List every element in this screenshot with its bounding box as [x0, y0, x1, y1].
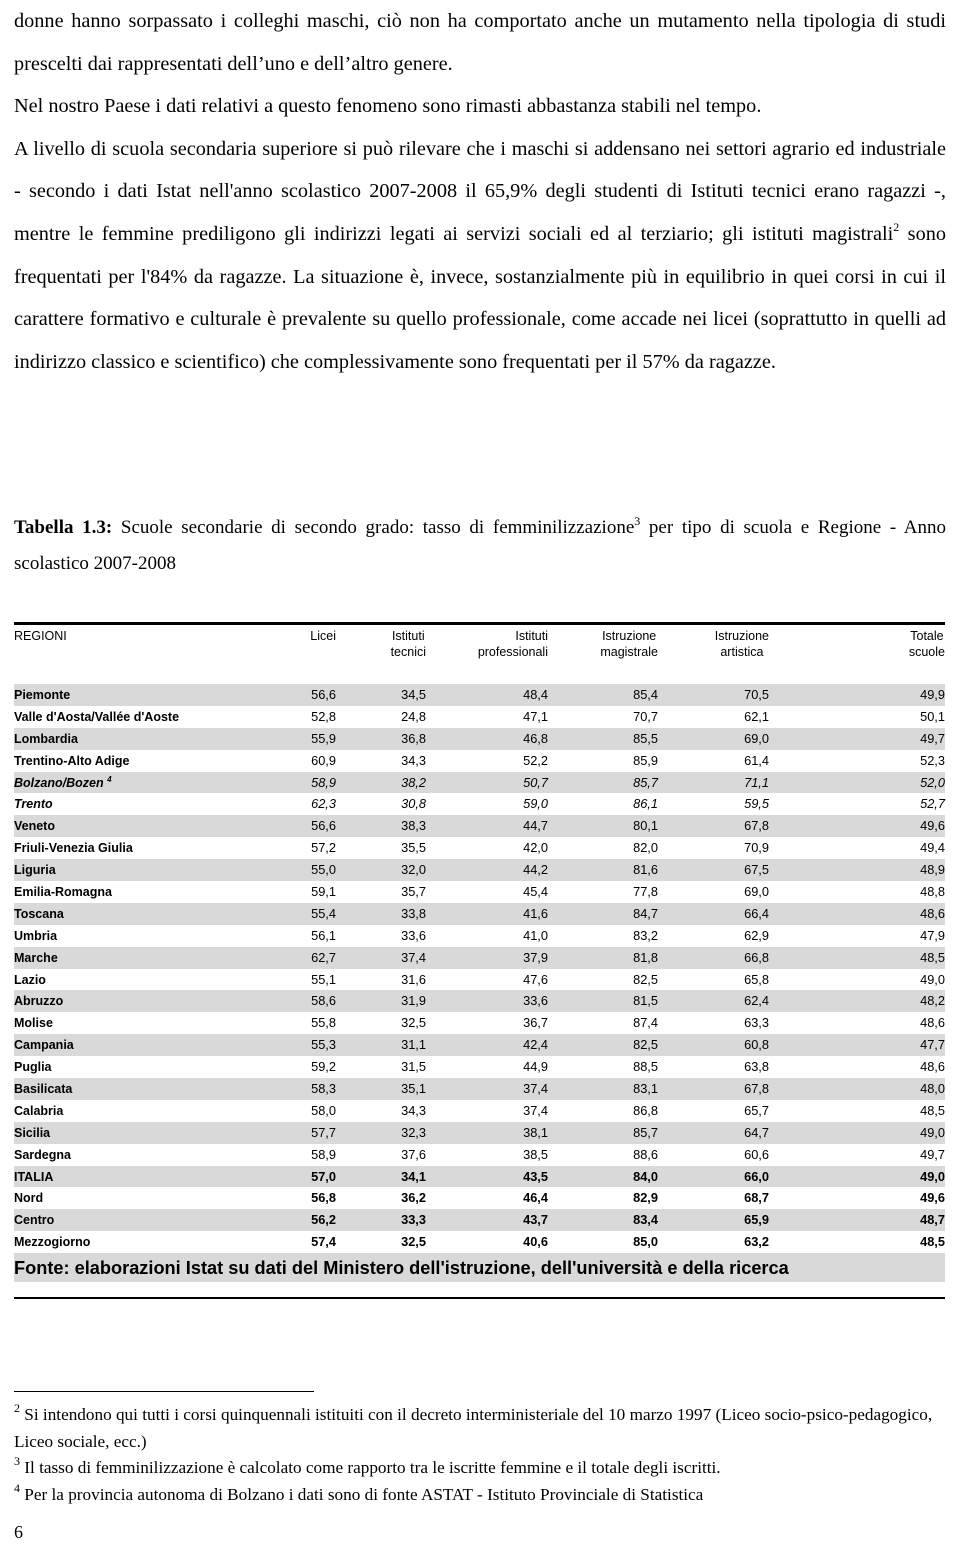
table-cell: 48,6 — [920, 905, 945, 921]
table-cell: 62,7 — [311, 949, 336, 965]
region-label: Piemonte — [14, 687, 71, 702]
region-label: Umbria — [14, 928, 58, 943]
region-name — [14, 684, 276, 706]
table-cell: 43,5 — [523, 1168, 548, 1184]
table-cell: 44,9 — [523, 1059, 548, 1075]
table-cell: 68,7 — [744, 1190, 769, 1206]
table-cell: 49,6 — [920, 818, 945, 834]
table-cell: 34,5 — [401, 686, 426, 702]
region-label: Trentino-Alto Adige — [14, 753, 130, 768]
table-row — [14, 903, 945, 925]
header-regioni — [14, 624, 276, 685]
region-label: Campania — [14, 1038, 74, 1053]
table-cell: 33,6 — [401, 927, 426, 943]
region-name — [14, 990, 276, 1012]
table-cell: 84,7 — [633, 905, 658, 921]
table-row — [14, 969, 945, 991]
table-cell: 63,2 — [744, 1234, 769, 1250]
table-cell: 83,4 — [633, 1212, 658, 1228]
header-line: tecnici — [390, 645, 426, 659]
table-cell: 37,6 — [401, 1146, 426, 1162]
table-source-row — [14, 1253, 945, 1282]
header-label: REGIONI — [14, 629, 67, 643]
table-cell: 60,8 — [744, 1037, 769, 1053]
region-label: Lombardia — [14, 731, 78, 746]
table-cell: 85,4 — [633, 686, 658, 702]
table-cell: 65,7 — [744, 1102, 769, 1118]
table-cell: 67,8 — [744, 1080, 769, 1096]
footnote-text: Si intendono qui tutti i corsi quinquennali istituiti con il decreto interministeriale del 10 marzo 1997 (Liceo socio-psico-pedagogico, Liceo sociale, ecc.) — [14, 1405, 933, 1451]
table-row — [14, 684, 945, 706]
table-cell: 33,6 — [523, 993, 548, 1009]
table-cell: 48,7 — [920, 1212, 945, 1228]
table-cell: 70,7 — [633, 708, 658, 724]
caption-label: Tabella 1.3: — [14, 517, 113, 538]
table-cell: 70,9 — [744, 840, 769, 856]
table-row — [14, 1122, 945, 1144]
region-label: Centro — [14, 1213, 55, 1228]
table-cell: 55,4 — [311, 905, 336, 921]
table-cell: 37,4 — [523, 1080, 548, 1096]
region-name — [14, 1100, 276, 1122]
footnote-number: 3 — [14, 1454, 20, 1468]
table-cell: 84,0 — [633, 1168, 658, 1184]
table-cell: 58,0 — [311, 1102, 336, 1118]
table-row — [14, 1231, 945, 1253]
region-label: Sicilia — [14, 1125, 51, 1140]
table-cell: 49,6 — [920, 1190, 945, 1206]
table-cell: 32,5 — [401, 1234, 426, 1250]
text-segment: A livello di scuola secondaria superiore si può rilevare che i maschi si addensano nei settori agrario ed industriale - secondo i dati Istat nell'anno scolastico 2007-2008 il 65,9% degli studenti di Istituti tecnici erano ragazzi -, mentre le femmine prediligono gli indirizzi legati ai servizi sociali ed al terziario; gli istituti magistrali — [14, 137, 946, 245]
table-cell: 49,9 — [920, 686, 945, 702]
table-row — [14, 1166, 945, 1188]
table-row — [14, 881, 945, 903]
table-cell: 43,7 — [523, 1212, 548, 1228]
header-line: Istituti — [515, 629, 548, 643]
table-cell: 62,3 — [311, 796, 336, 812]
table-cell: 47,1 — [523, 708, 548, 724]
header-istituti-tecnici — [336, 624, 426, 685]
header-line: magistrale — [600, 645, 658, 659]
footnote-4 — [14, 1482, 946, 1509]
region-label: Emilia-Romagna — [14, 884, 112, 899]
header-licei — [276, 624, 336, 685]
table-cell: 32,0 — [401, 862, 426, 878]
table-row — [14, 1078, 945, 1100]
table-cell: 82,0 — [633, 840, 658, 856]
table-cell: 58,3 — [311, 1080, 336, 1096]
table-cell: 40,6 — [523, 1234, 548, 1250]
header-line: scuole — [908, 645, 945, 659]
table-cell: 49,0 — [920, 971, 945, 987]
table-row — [14, 1034, 945, 1056]
table-cell: 57,2 — [311, 840, 336, 856]
region-label: Trento — [14, 797, 53, 812]
table-cell: 49,7 — [920, 1146, 945, 1162]
region-name — [14, 1056, 276, 1078]
region-label: Lazio — [14, 972, 46, 987]
region-label: Puglia — [14, 1060, 52, 1075]
footnote-separator — [14, 1391, 314, 1392]
table-row — [14, 1056, 945, 1078]
region-name — [14, 772, 276, 794]
header-label — [478, 628, 548, 660]
table-cell: 48,6 — [920, 1059, 945, 1075]
table-cell: 52,3 — [920, 752, 945, 768]
table-cell: 80,1 — [633, 818, 658, 834]
table-cell: 56,8 — [311, 1190, 336, 1206]
table-cell: 41,0 — [523, 927, 548, 943]
table-cell: 58,6 — [311, 993, 336, 1009]
table-cell: 81,5 — [633, 993, 658, 1009]
region-label: Mezzogiorno — [14, 1235, 91, 1250]
table-cell: 35,7 — [401, 883, 426, 899]
table-cell: 56,6 — [311, 686, 336, 702]
table-cell: 65,8 — [744, 971, 769, 987]
table-cell: 44,7 — [523, 818, 548, 834]
table-cell: 62,1 — [744, 708, 769, 724]
table-cell: 42,4 — [523, 1037, 548, 1053]
table-row — [14, 1144, 945, 1166]
table-cell: 63,3 — [744, 1015, 769, 1031]
footnote-2 — [14, 1402, 946, 1455]
table-cell: 86,1 — [633, 796, 658, 812]
table-cell: 46,4 — [523, 1190, 548, 1206]
caption-text: per tipo di scuola e Regione - Anno scolastico 2007-2008 — [14, 517, 946, 574]
table-cell: 87,4 — [633, 1015, 658, 1031]
region-label: Abruzzo — [14, 994, 64, 1009]
table-cell: 60,9 — [311, 752, 336, 768]
table-cell: 64,7 — [744, 1124, 769, 1140]
table-cell: 71,1 — [744, 774, 769, 790]
table-cell: 34,1 — [401, 1168, 426, 1184]
table-row — [14, 728, 945, 750]
region-label: Bolzano/Bozen — [14, 775, 104, 790]
table-cell: 57,0 — [311, 1168, 336, 1184]
table-caption — [14, 510, 946, 582]
table-cell: 37,4 — [401, 949, 426, 965]
table-cell: 65,9 — [744, 1212, 769, 1228]
region-label: Veneto — [14, 819, 55, 834]
table-row — [14, 1209, 945, 1231]
table-cell: 52,0 — [920, 774, 945, 790]
table-cell: 47,7 — [920, 1037, 945, 1053]
table-cell: 48,9 — [920, 862, 945, 878]
table-cell: 41,6 — [523, 905, 548, 921]
table-cell: 36,8 — [401, 730, 426, 746]
footnote-number: 2 — [14, 1401, 20, 1415]
table-row — [14, 925, 945, 947]
table-cell: 82,5 — [633, 1037, 658, 1053]
table-cell: 24,8 — [401, 708, 426, 724]
table-cell: 48,5 — [920, 1102, 945, 1118]
table-cell: 59,5 — [744, 796, 769, 812]
table-cell: 48,4 — [523, 686, 548, 702]
header-label — [600, 628, 658, 660]
table-cell: 69,0 — [744, 883, 769, 899]
table-cell: 33,3 — [401, 1212, 426, 1228]
table-cell: 58,9 — [311, 774, 336, 790]
table-cell: 59,2 — [311, 1059, 336, 1075]
table-cell: 81,8 — [633, 949, 658, 965]
region-name — [14, 815, 276, 837]
table-cell: 35,5 — [401, 840, 426, 856]
header-istruzione-magistrale — [548, 624, 658, 685]
region-label: Friuli-Venezia Giulia — [14, 841, 133, 856]
table-cell: 56,1 — [311, 927, 336, 943]
table-row — [14, 772, 945, 794]
region-label: Marche — [14, 950, 58, 965]
table-cell: 48,6 — [920, 1015, 945, 1031]
region-name — [14, 881, 276, 903]
footnote-ref: 4 — [107, 774, 112, 784]
table-cell: 50,1 — [920, 708, 945, 724]
table-cell: 85,7 — [633, 1124, 658, 1140]
table-cell: 49,0 — [920, 1124, 945, 1140]
table-cell: 37,4 — [523, 1102, 548, 1118]
table-cell: 52,8 — [311, 708, 336, 724]
table-cell: 38,5 — [523, 1146, 548, 1162]
table-row — [14, 990, 945, 1012]
header-line: professionali — [477, 645, 548, 659]
table-cell: 49,0 — [920, 1168, 945, 1184]
table-cell: 66,0 — [744, 1168, 769, 1184]
region-name — [14, 947, 276, 969]
caption-text: Scuole secondarie di secondo grado: tasso di femminilizzazione — [112, 517, 635, 538]
region-label: Sardegna — [14, 1147, 71, 1162]
table-cell: 38,3 — [401, 818, 426, 834]
table-cell: 36,2 — [401, 1190, 426, 1206]
table-cell: 85,9 — [633, 752, 658, 768]
header-label: Licei — [310, 629, 336, 643]
region-name — [14, 1166, 276, 1188]
table-cell: 83,2 — [633, 927, 658, 943]
region-name — [14, 750, 276, 772]
region-label: Valle d'Aosta/Vallée d'Aoste — [14, 709, 180, 724]
table-cell: 70,5 — [744, 686, 769, 702]
region-name — [14, 1078, 276, 1100]
table-body — [14, 684, 945, 1253]
table-cell: 69,0 — [744, 730, 769, 746]
table-cell: 48,0 — [920, 1080, 945, 1096]
table-source: Fonte: elaborazioni Istat su dati del Ministero dell'istruzione, dell'università e della ricerca — [14, 1253, 945, 1282]
region-name — [14, 1122, 276, 1144]
table-cell: 61,4 — [744, 752, 769, 768]
table-cell: 60,6 — [744, 1146, 769, 1162]
table-bottom-rule — [14, 1297, 945, 1299]
table-cell: 66,4 — [744, 905, 769, 921]
table-cell: 32,3 — [401, 1124, 426, 1140]
region-name — [14, 793, 276, 815]
table-cell: 45,4 — [523, 883, 548, 899]
data-table — [14, 622, 945, 1282]
region-label: Basilicata — [14, 1081, 73, 1096]
table-cell: 31,1 — [401, 1037, 426, 1053]
table-cell: 56,6 — [311, 818, 336, 834]
table-cell: 30,8 — [401, 796, 426, 812]
table-cell: 67,8 — [744, 818, 769, 834]
text-line: Nel nostro Paese i dati relativi a questo fenomeno sono rimasti abbastanza stabili nel tempo. — [14, 95, 762, 118]
footnote-text: Il tasso di femminilizzazione è calcolato come rapporto tra le iscritte femmine e il totale degli iscritti. — [20, 1458, 721, 1477]
text-segment: sono frequentati per l'84% da ragazze. La situazione è, invece, sostanzialmente più in equilibrio in quei corsi in cui il carattere formativo e culturale è prevalente su quello professionale, come accade nei licei (soprattutto in quelli ad indirizzo classico e scientifico) che complessivamente sono frequentati per il 57% da ragazze. — [14, 222, 946, 373]
table-cell: 47,9 — [920, 927, 945, 943]
table-row — [14, 750, 945, 772]
table-cell: 35,1 — [401, 1080, 426, 1096]
table-cell: 63,8 — [744, 1059, 769, 1075]
table-cell: 50,7 — [523, 774, 548, 790]
footnote-3 — [14, 1455, 946, 1482]
table-cell: 59,0 — [523, 796, 548, 812]
header-line: Totale — [910, 629, 944, 643]
footnote-text: Per la provincia autonoma di Bolzano i dati sono di fonte ASTAT - Istituto Provinciale di Statistica — [20, 1484, 704, 1504]
table-row — [14, 815, 945, 837]
paragraph-main — [14, 128, 946, 384]
table-cell: 34,3 — [401, 1102, 426, 1118]
table-cell: 55,9 — [311, 730, 336, 746]
table-row — [14, 947, 945, 969]
paragraph-intro — [14, 0, 946, 128]
region-name — [14, 925, 276, 947]
table-cell: 57,7 — [311, 1124, 336, 1140]
region-name — [14, 837, 276, 859]
table-cell: 52,7 — [920, 796, 945, 812]
region-name — [14, 1231, 276, 1253]
footnote-ref: 2 — [893, 219, 900, 234]
table-cell: 81,6 — [633, 862, 658, 878]
table-cell: 55,8 — [311, 1015, 336, 1031]
table-cell: 42,0 — [523, 840, 548, 856]
region-label: Calabria — [14, 1103, 64, 1118]
table-cell: 38,2 — [401, 774, 426, 790]
table-cell: 82,5 — [633, 971, 658, 987]
table-cell: 86,8 — [633, 1102, 658, 1118]
header-istituti-professionali — [426, 624, 548, 685]
table-cell: 48,2 — [920, 993, 945, 1009]
region-label: Nord — [14, 1191, 44, 1206]
header-line: Istituti — [391, 629, 425, 643]
region-name — [14, 903, 276, 925]
region-name — [14, 859, 276, 881]
table-cell: 66,8 — [744, 949, 769, 965]
table-cell: 58,9 — [311, 1146, 336, 1162]
table-cell: 32,5 — [401, 1015, 426, 1031]
header-istruzione-artistica — [658, 624, 769, 685]
region-name — [14, 706, 276, 728]
header-line: Istruzione — [602, 629, 657, 643]
table-cell: 47,6 — [523, 971, 548, 987]
table-cell: 36,7 — [523, 1015, 548, 1031]
region-label: Liguria — [14, 863, 56, 878]
table-cell: 56,2 — [311, 1212, 336, 1228]
region-label: Toscana — [14, 906, 64, 921]
table-cell: 55,3 — [311, 1037, 336, 1053]
header-label — [715, 628, 769, 660]
table-cell: 44,2 — [523, 862, 548, 878]
region-name — [14, 1209, 276, 1231]
table-cell: 31,9 — [401, 993, 426, 1009]
table-row — [14, 1187, 945, 1209]
region-name — [14, 728, 276, 750]
text-line: donne hanno sorpassato i colleghi maschi, ciò non ha comportato anche un mutamento nella tipologia di studi prescelti dai rappresentati dell’uno e dell’altro genere. — [14, 10, 946, 75]
table-cell: 67,5 — [744, 862, 769, 878]
table-cell: 38,1 — [523, 1124, 548, 1140]
table-cell: 48,8 — [920, 883, 945, 899]
table-cell: 62,9 — [744, 927, 769, 943]
table-cell: 34,3 — [401, 752, 426, 768]
region-name — [14, 1012, 276, 1034]
table-row — [14, 859, 945, 881]
header-line: Istruzione — [714, 629, 769, 643]
table-cell: 48,5 — [920, 949, 945, 965]
table-cell: 77,8 — [633, 883, 658, 899]
table-cell: 31,5 — [401, 1059, 426, 1075]
table-cell: 37,9 — [523, 949, 548, 965]
table-row — [14, 837, 945, 859]
table-row — [14, 1012, 945, 1034]
region-label: Molise — [14, 1016, 53, 1031]
header-label — [909, 628, 945, 660]
footnote-number: 4 — [14, 1480, 20, 1495]
table-cell: 82,9 — [633, 1190, 658, 1206]
table-cell: 83,1 — [633, 1080, 658, 1096]
table-cell: 31,6 — [401, 971, 426, 987]
table-row — [14, 1100, 945, 1122]
table-cell: 46,8 — [523, 730, 548, 746]
header-line: artistica — [720, 645, 764, 659]
table-cell: 49,4 — [920, 840, 945, 856]
table-row — [14, 706, 945, 728]
footnotes — [14, 1402, 946, 1508]
table-row — [14, 793, 945, 815]
table-cell: 85,5 — [633, 730, 658, 746]
table-cell: 62,4 — [744, 993, 769, 1009]
region-name — [14, 1144, 276, 1166]
footnote-ref: 3 — [634, 514, 641, 528]
table-cell: 49,7 — [920, 730, 945, 746]
table-cell: 55,0 — [311, 862, 336, 878]
table-cell: 55,1 — [311, 971, 336, 987]
region-name — [14, 969, 276, 991]
table-cell: 52,2 — [523, 752, 548, 768]
table-header-row — [14, 624, 945, 685]
table-cell: 85,0 — [633, 1234, 658, 1250]
table-cell: 57,4 — [311, 1234, 336, 1250]
table-cell: 59,1 — [311, 883, 336, 899]
table-cell: 88,6 — [633, 1146, 658, 1162]
page-number: 6 — [14, 1522, 23, 1542]
header-totale-scuole — [769, 624, 945, 685]
region-label: ITALIA — [14, 1169, 54, 1184]
body-text — [14, 0, 946, 383]
table-cell: 48,5 — [920, 1234, 945, 1250]
table-cell: 88,5 — [633, 1059, 658, 1075]
header-label — [391, 628, 426, 660]
table-cell: 33,8 — [401, 905, 426, 921]
table-cell: 85,7 — [633, 774, 658, 790]
region-name — [14, 1034, 276, 1056]
region-name — [14, 1187, 276, 1209]
